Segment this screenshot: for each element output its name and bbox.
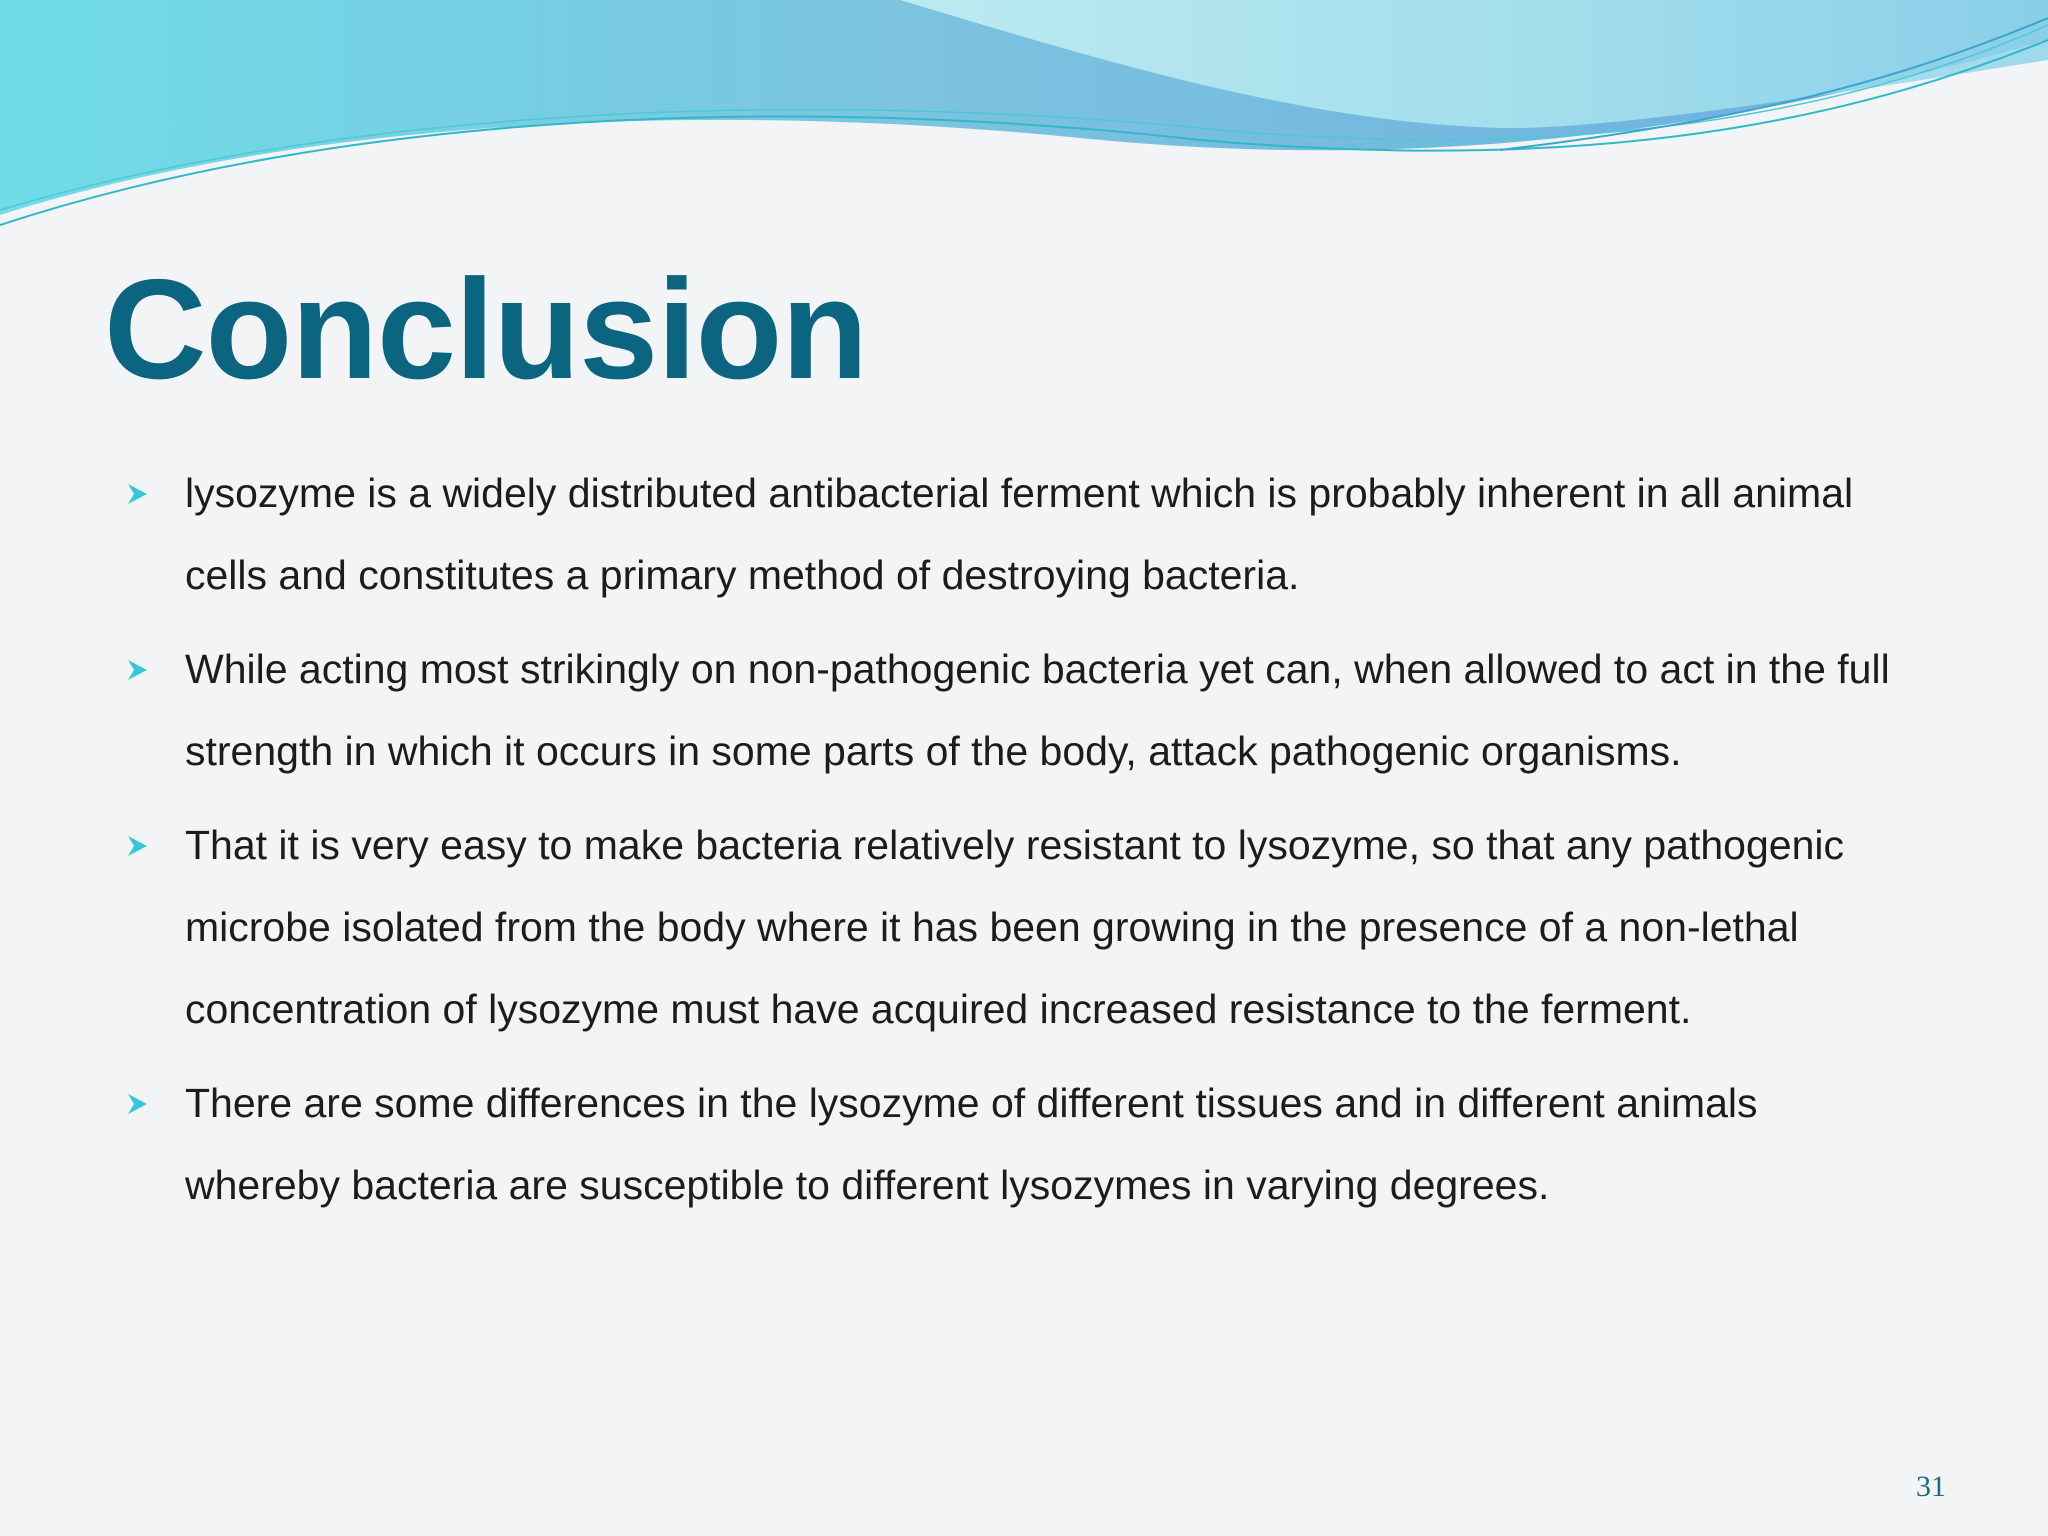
arrow-bullet-icon: [126, 1093, 148, 1115]
bullet-item: [120, 1062, 1920, 1226]
decorative-wave-header: [0, 0, 2048, 240]
bullet-item: [120, 804, 1920, 1050]
page-number: 31: [1916, 1470, 1946, 1503]
bullet-list: [120, 452, 1920, 1238]
arrow-bullet-icon: [126, 659, 148, 681]
bullet-text: While acting most strikingly on non-pathogenic bacteria yet can, when allowed to act in the full strength in which it occurs in some parts of the body, attack pathogenic organisms.: [185, 646, 1890, 774]
bullet-item: [120, 452, 1920, 616]
arrow-bullet-icon: [126, 483, 148, 505]
bullet-text: lysozyme is a widely distributed antibacterial ferment which is probably inherent in all animal cells and constitutes a primary method of destroying bacteria.: [185, 470, 1854, 598]
slide-title: Conclusion: [104, 250, 868, 409]
arrow-bullet-icon: [126, 835, 148, 857]
bullet-text: There are some differences in the lysozyme of different tissues and in different animals whereby bacteria are susceptible to different lysozymes in varying degrees.: [185, 1080, 1758, 1208]
bullet-item: [120, 628, 1920, 792]
bullet-text: That it is very easy to make bacteria relatively resistant to lysozyme, so that any pathogenic microbe isolated from the body where it has been growing in the presence of a non-lethal concentration of lysozyme must have acquired increased resistance to the ferment.: [185, 822, 1844, 1032]
